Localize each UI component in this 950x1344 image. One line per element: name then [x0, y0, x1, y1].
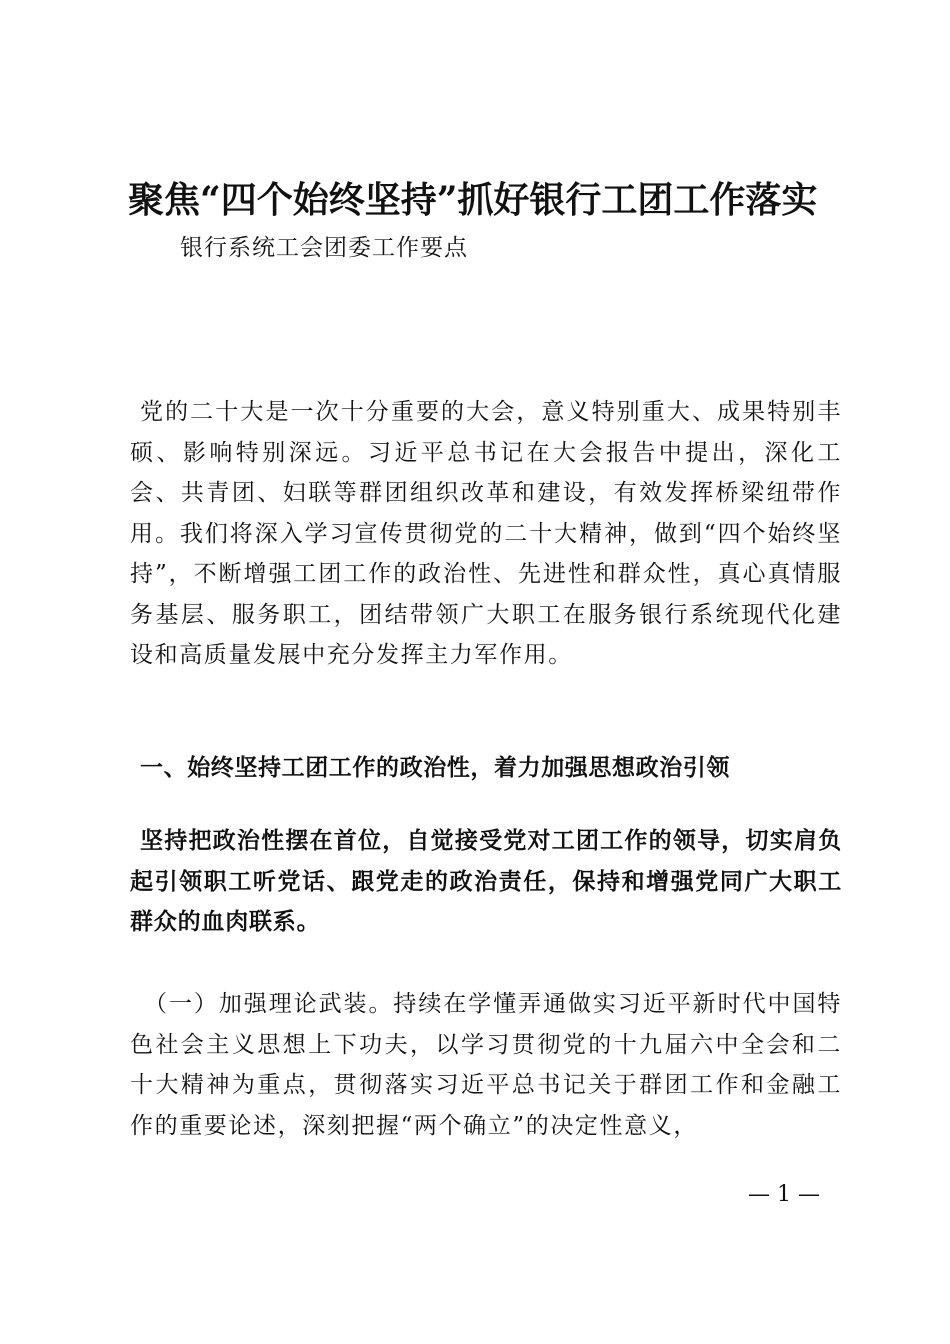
section-1-heading: 一、始终坚持工团工作的政治性，着力加强思想政治引领 [140, 755, 730, 781]
document-title: 聚焦“四个始终坚持”抓好银行工团工作落实 [128, 179, 818, 221]
document-subtitle: 银行系统工会团委工作要点 [180, 235, 468, 261]
section-1-lead-paragraph: 坚持把政治性摆在首位，自觉接受党对工团工作的领导，切实肩负起引领职工听党话、跟党走的政治责任，保持和增强党同广大职工群众的血肉联系。 [130, 828, 842, 935]
page-number: — 1 — [748, 1182, 820, 1207]
intro-paragraph: 党的二十大是一次十分重要的大会，意义特别重大、成果特别丰硕、影响特别深远。习近平总书记在大会报告中提出，深化工会、共青团、妇联等群团组织改革和建设，有效发挥桥梁纽带作用。我们将深入学习宣传贯彻党的二十大精神，做到“四个始终坚持”，不断增强工团工作的政治性、先进性和群众性，真心真情服务基层、服务职工，团结带领广大职工在服务银行系统现代化建设和高质量发展中充分发挥主力军作用。 [130, 399, 842, 668]
section-1-item-1-paragraph: （一）加强理论武装。持续在学懂弄通做实习近平新时代中国特色社会主义思想上下功夫，以学习贯彻党的十九届六中全会和二十大精神为重点，贯彻落实习近平总书记关于群团工作和金融工作的重要论述，深刻把握“两个确立”的决定性意义， [130, 991, 842, 1139]
